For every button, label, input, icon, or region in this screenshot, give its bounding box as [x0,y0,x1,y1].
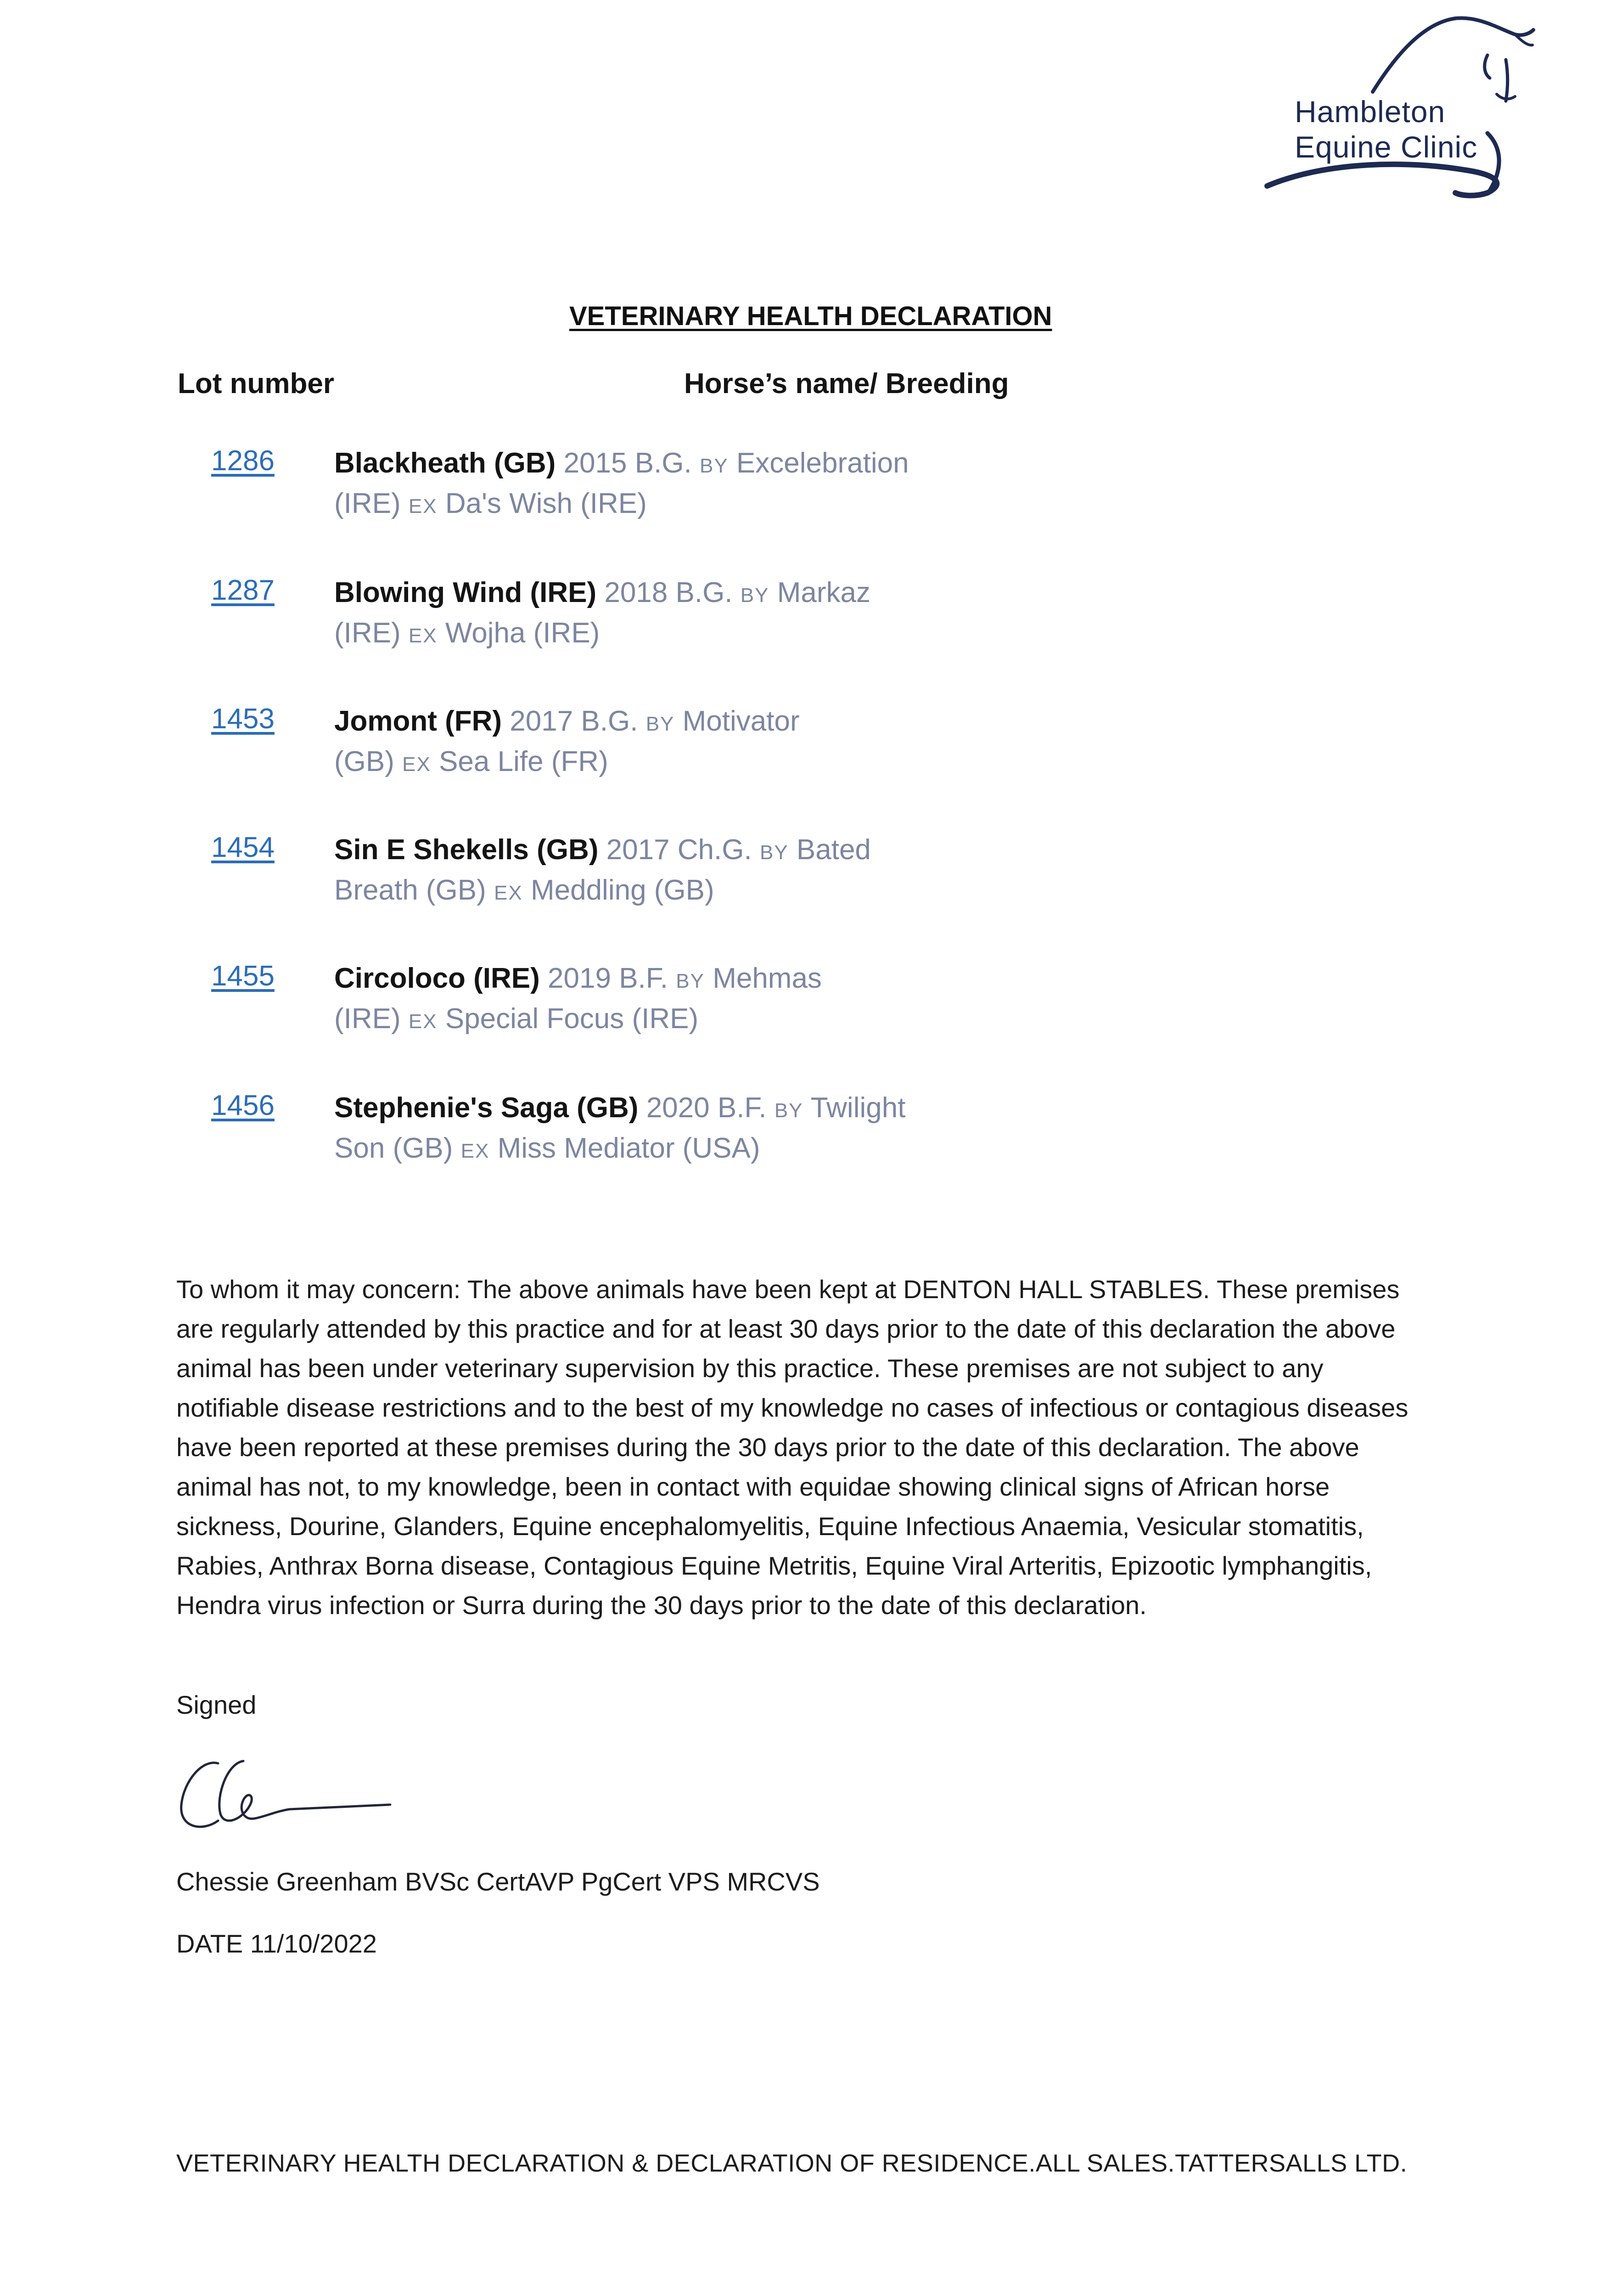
lot-row [0,831,1622,923]
lot-description [334,703,931,783]
sire-origin: (IRE) [334,1003,401,1035]
horse-detail: 2019 B.F. [548,962,668,994]
by-label: BY [759,841,789,864]
horse-name-heading: Horse’s name/ Breeding [684,368,1009,400]
sire-name: Motivator [682,705,800,737]
lot-number-link[interactable]: 1287 [211,574,275,606]
lot-description [334,1089,931,1170]
dam-name: Meddling (GB) [530,874,714,906]
lot-row [0,960,1622,1052]
by-label: BY [699,455,729,477]
lot-number-link[interactable]: 1456 [211,1090,275,1121]
lot-description [334,574,931,655]
clinic-logo [1258,9,1538,207]
signatory-name: Chessie Greenham BVSc CertAVP PgCert VPS MRCVS [176,1867,820,1896]
lot-number-link[interactable]: 1454 [211,832,275,863]
horse-detail: 2015 B.G. [563,447,692,479]
by-label: BY [740,584,769,607]
lot-number-link[interactable]: 1455 [211,960,275,992]
lot-number-heading: Lot number [178,368,334,400]
lot-number-link[interactable]: 1286 [211,445,275,477]
horse-name: Circoloco (IRE) [334,962,540,994]
by-label: BY [676,970,705,992]
sire-origin: (IRE) [334,488,401,519]
horse-detail: 2020 B.F. [646,1092,767,1124]
lot-row [0,574,1622,666]
lot-row [0,445,1622,536]
lot-description [334,960,931,1041]
lot-row [0,1089,1622,1181]
sire-origin: Son (GB) [334,1132,453,1164]
sire-name: Bated [796,834,871,866]
horse-name: Blowing Wind (IRE) [334,577,597,608]
logo-text-line-1: Hambleton [1295,95,1446,129]
dam-name: Wojha (IRE) [445,617,600,649]
dam-name: Da's Wish (IRE) [445,488,647,519]
horse-detail: 2018 B.G. [604,577,733,608]
signed-label: Signed [176,1690,257,1719]
horse-name: Blackheath (GB) [334,447,556,479]
handwritten-signature [174,1745,404,1846]
declaration-statement: To whom it may concern: The above animals have been kept at DENTON HALL STABLES. These premises are regularly attended by this practice and for at least 30 days prior to the date of this declaration the above animal has been under veterinary supervision by this practice. These premises are not subject to any notifiable disease restrictions and to the best of my knowledge no cases of infectious or contagious diseases have been reported at these premises during the 30 days prior to the date of this declaration. The above animal has not, to my knowledge, been in contact with equidae showing clinical signs of African horse sickness, Dourine, Glanders, Equine encephalomyelitis, Equine Infectious Anaemia, Vesicular stomatitis, Rabies, Anthrax Borna disease, Contagious Equine Metritis, Equine Viral Arteritis, Epizootic lymphangitis, Hendra virus infection or Surra during the 30 days prior to the date of this declaration. [176,1275,1409,1620]
document-title: VETERINARY HEALTH DECLARATION [569,301,1052,331]
lot-number-link[interactable]: 1453 [211,703,275,735]
dam-name: Miss Mediator (USA) [497,1132,760,1164]
ex-label: EX [408,1010,438,1033]
by-label: BY [774,1099,803,1122]
horse-name: Jomont (FR) [334,705,502,737]
lot-row [0,703,1622,794]
ex-label: EX [494,882,523,904]
lot-description [334,831,931,912]
lot-description [334,445,931,525]
sire-origin: (IRE) [334,617,401,649]
ex-label: EX [408,625,438,647]
ex-label: EX [408,495,438,518]
sire-origin: (GB) [334,746,394,777]
ex-label: EX [402,753,431,776]
horse-detail: 2017 B.G. [510,705,638,737]
logo-text-line-2: Equine Clinic [1295,130,1478,164]
dam-name: Special Focus (IRE) [445,1003,699,1035]
sire-name: Markaz [777,577,870,608]
sire-name: Mehmas [713,962,822,994]
horse-name: Stephenie's Saga (GB) [334,1092,639,1124]
by-label: BY [645,713,675,735]
page-footer: VETERINARY HEALTH DECLARATION & DECLARATION OF RESIDENCE.ALL SALES.TATTERSALLS LTD. [176,2150,1408,2177]
horse-detail: 2017 Ch.G. [606,834,752,866]
sire-name: Twilight [810,1092,906,1124]
declaration-date: DATE 11/10/2022 [176,1929,377,1958]
sire-origin: Breath (GB) [334,874,486,906]
dam-name: Sea Life (FR) [439,746,608,777]
horse-name: Sin E Shekells (GB) [334,834,599,866]
sire-name: Excelebration [736,447,909,479]
ex-label: EX [460,1140,490,1162]
